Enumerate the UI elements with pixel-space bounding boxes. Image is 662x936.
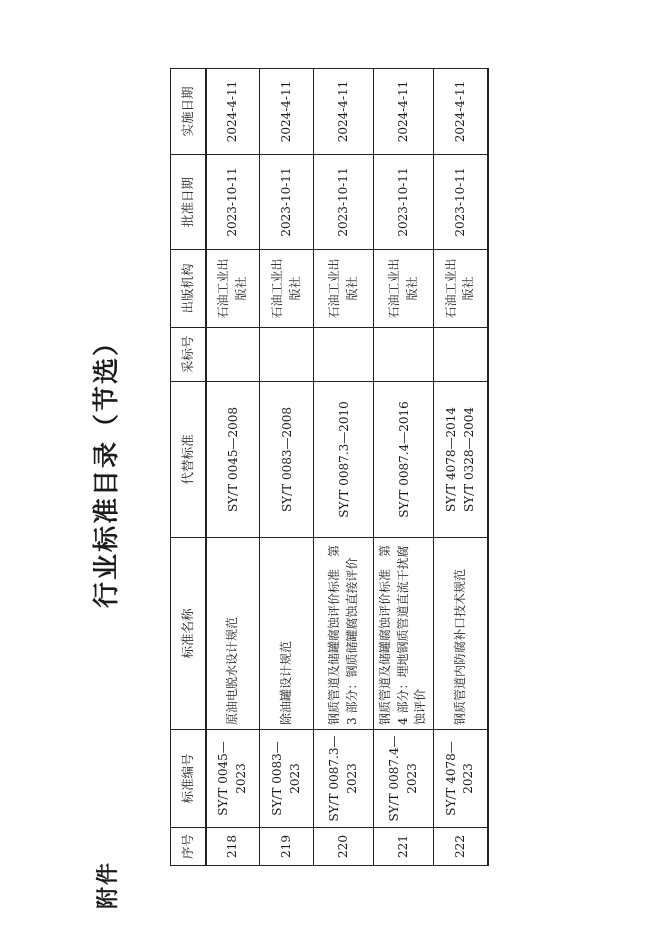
cell-effective: 2024-4-11 (206, 69, 260, 155)
cell-no: 221 (374, 828, 434, 866)
replaced-standard: SY/T 0083—2008 (279, 406, 294, 513)
cell-no: 219 (260, 828, 314, 866)
header-name: 标准名称 (171, 538, 206, 730)
table-header-row (171, 69, 206, 866)
cell-name: 除油罐设计规范 (260, 538, 314, 730)
cell-publisher: 石油工业出版社 (374, 250, 434, 328)
cell-no: 222 (434, 828, 488, 866)
cell-adopted (314, 328, 374, 382)
cell-no: 218 (206, 828, 260, 866)
cell-code: SY/T 0087.3—2023 (314, 730, 374, 828)
cell-name: 钢质管道及储罐腐蚀评价标准 第 4 部分：埋地钢质管道直流干扰腐蚀评价 (374, 538, 434, 730)
cell-approved: 2023-10-11 (260, 155, 314, 250)
cell-publisher: 石油工业出版社 (206, 250, 260, 328)
cell-no: 220 (314, 828, 374, 866)
table-row (206, 69, 260, 866)
cell-publisher: 石油工业出版社 (260, 250, 314, 328)
table-row (260, 69, 314, 866)
table-row (314, 69, 374, 866)
cell-name: 钢质管道内防腐补口技术规范 (434, 538, 488, 730)
cell-replaced (260, 382, 314, 538)
replaced-standard: SY/T 0328—2004 (462, 406, 477, 513)
cell-approved: 2023-10-11 (314, 155, 374, 250)
document-title: 行业标准目录（节选） (92, 328, 122, 609)
cell-name: 钢质管道及储罐腐蚀评价标准 第 3 部分：钢质储罐腐蚀直接评价 (314, 538, 374, 730)
cell-approved: 2023-10-11 (434, 155, 488, 250)
cell-replaced (434, 382, 488, 538)
replaced-standard: SY/T 0087.3—2010 (336, 401, 351, 518)
cell-adopted (434, 328, 488, 382)
cell-adopted (260, 328, 314, 382)
cell-approved: 2023-10-11 (206, 155, 260, 250)
replaced-standard: SY/T 4078—2014 (444, 406, 459, 513)
standards-table (170, 68, 489, 866)
cell-approved: 2023-10-11 (374, 155, 434, 250)
header-adopted: 采标号 (171, 328, 206, 382)
header-approved: 批准日期 (171, 155, 206, 250)
replaced-standard: SY/T 0087.4—2016 (396, 401, 411, 518)
cell-publisher: 石油工业出版社 (434, 250, 488, 328)
header-replaced: 代替标准 (171, 382, 206, 538)
cell-publisher: 石油工业出版社 (314, 250, 374, 328)
cell-adopted (374, 328, 434, 382)
header-code: 标准编号 (171, 730, 206, 828)
replaced-standard: SY/T 0045—2008 (225, 406, 240, 513)
cell-replaced (206, 382, 260, 538)
attachment-label: 附件 (96, 860, 121, 909)
cell-replaced (314, 382, 374, 538)
cell-code: SY/T 0045—2023 (206, 730, 260, 828)
table-row (374, 69, 434, 866)
cell-name: 原油电脱水设计规范 (206, 538, 260, 730)
header-publisher: 出版机构 (171, 250, 206, 328)
cell-code: SY/T 0083—2023 (260, 730, 314, 828)
header-effective: 实施日期 (171, 69, 206, 155)
cell-effective: 2024-4-11 (434, 69, 488, 155)
cell-effective: 2024-4-11 (374, 69, 434, 155)
header-no: 序号 (171, 828, 206, 866)
cell-code: SY/T 4078—2023 (434, 730, 488, 828)
cell-adopted (206, 328, 260, 382)
cell-replaced (374, 382, 434, 538)
table-row (434, 69, 488, 866)
cell-code: SY/T 0087.4—2023 (374, 730, 434, 828)
cell-effective: 2024-4-11 (260, 69, 314, 155)
cell-effective: 2024-4-11 (314, 69, 374, 155)
